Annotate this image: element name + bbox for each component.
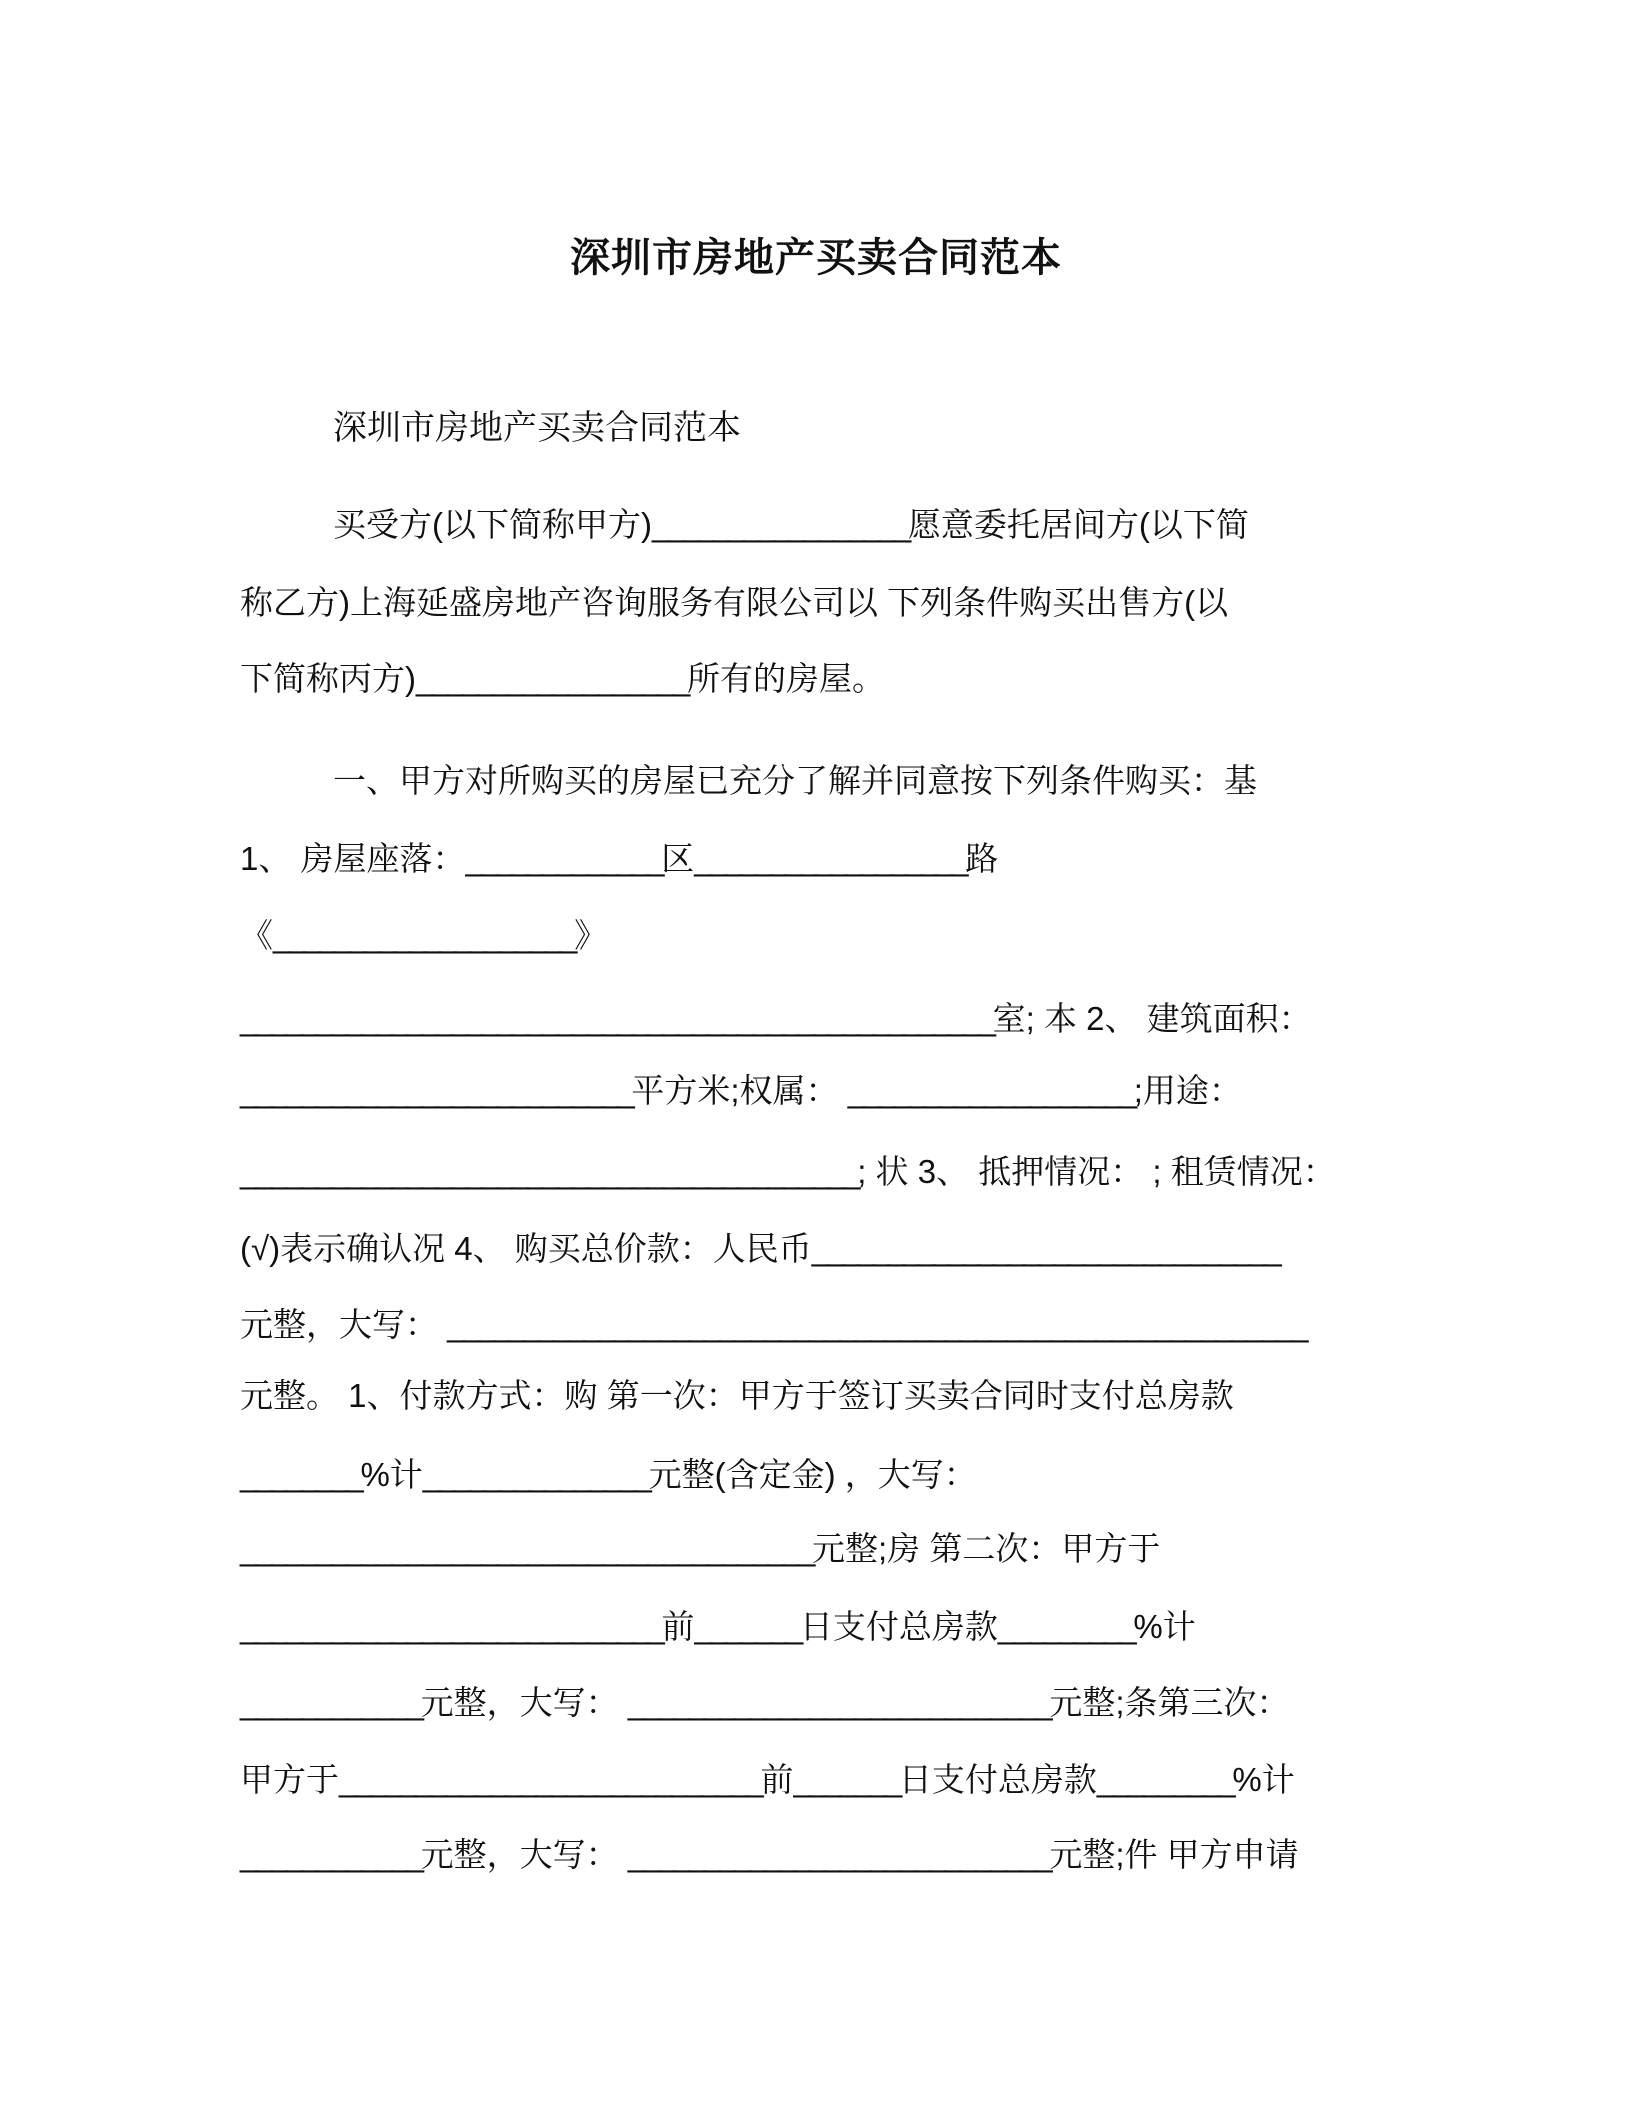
- paragraph-line: [240, 1760, 1295, 1800]
- text-segment: 元整，大写：: [420, 1684, 628, 1721]
- text-segment: 一、甲方对所购买的房屋已充分了解并同意按下列条件购买：基: [333, 762, 1257, 799]
- text-segment: 室; 本 2、 建筑面积：: [992, 1000, 1312, 1037]
- paragraph-line: [333, 505, 1249, 545]
- paragraph-line: [240, 839, 998, 879]
- text-segment: 《: [240, 917, 273, 954]
- fill-in-blank: __________________: [694, 840, 966, 877]
- text-segment: 1、 房屋座落：: [240, 840, 466, 877]
- text-segment: 》: [574, 917, 608, 954]
- paragraph-line: [240, 1305, 1305, 1345]
- text-segment: 元整;件 甲方申请: [1049, 1836, 1299, 1873]
- fill-in-blank: ____________________________: [240, 1608, 662, 1645]
- text-segment: 前: [661, 1608, 695, 1645]
- text-segment: 日支付总房款: [799, 1608, 998, 1645]
- fill-in-blank: _______: [694, 1608, 800, 1645]
- fill-in-blank: _____________: [465, 840, 662, 877]
- text-segment: 下简称丙方): [240, 660, 416, 697]
- paragraph-line: [240, 1152, 1336, 1192]
- text-segment: ; 状 3、 抵押情况： ; 租赁情况：: [857, 1153, 1336, 1190]
- text-segment: 日支付总房款: [898, 1761, 1097, 1798]
- text-segment: (√)表示确认况 4、 购买总价款：人民币: [240, 1230, 812, 1267]
- text-segment: 路: [965, 840, 999, 877]
- text-segment: 元整(含定金) ，大写：: [648, 1456, 977, 1493]
- fill-in-blank: __________________________________________________: [240, 1000, 993, 1037]
- fill-in-blank: _________________________________________________________: [447, 1306, 1306, 1343]
- text-segment: 甲方于: [240, 1761, 339, 1798]
- text-segment: 称乙方)上海延盛房地产咨询服务有限公司以 下列条件购买出售方(以: [240, 584, 1229, 621]
- paragraph-line: [240, 583, 1228, 623]
- fill-in-blank: ____________________________: [339, 1761, 761, 1798]
- paragraph-line: [240, 1229, 1278, 1269]
- document-title: 深圳市房地产买卖合同范本: [570, 236, 1062, 280]
- fill-in-blank: _________________________________________: [240, 1153, 858, 1190]
- fill-in-blank: ____________: [240, 1836, 421, 1873]
- text-segment: ;用途：: [1133, 1072, 1242, 1109]
- text-segment: 元整;条第三次：: [1049, 1684, 1290, 1721]
- text-segment: %计: [1232, 1761, 1295, 1798]
- text-segment: 元整。 1、付款方式：购 第一次：甲方于签订买卖合同时支付总房款: [240, 1377, 1234, 1414]
- text-segment: 愿意委托居间方(以下简: [907, 506, 1249, 543]
- text-segment: 所有的房屋。: [686, 660, 885, 697]
- text-segment: %计: [360, 1456, 423, 1493]
- text-segment: 买受方(以下简称甲方): [333, 506, 652, 543]
- document-subtitle: 深圳市房地产买卖合同范本: [333, 409, 741, 447]
- fill-in-blank: _______: [793, 1761, 899, 1798]
- fill-in-blank: _______________: [422, 1456, 649, 1493]
- paragraph-line: [240, 1376, 1234, 1416]
- paragraph-line: [240, 1529, 1160, 1569]
- paragraph-line: [333, 761, 1257, 801]
- fill-in-blank: _______________________________: [811, 1230, 1279, 1267]
- fill-in-blank: ____________________________: [627, 1684, 1050, 1721]
- fill-in-blank: __________________: [416, 660, 687, 697]
- paragraph-line: [240, 1835, 1299, 1875]
- fill-in-blank: ___________________: [847, 1072, 1134, 1109]
- fill-in-blank: _________: [1096, 1761, 1233, 1798]
- fill-in-blank: _________________: [651, 506, 908, 543]
- fill-in-blank: __________________________: [240, 1072, 632, 1109]
- text-segment: 元整;房 第二次：甲方于: [812, 1530, 1161, 1567]
- fill-in-blank: ____________: [240, 1684, 421, 1721]
- text-segment: 前: [760, 1761, 794, 1798]
- paragraph-line: [240, 1683, 1289, 1723]
- text-segment: 元整，大写：: [240, 1306, 448, 1343]
- text-segment: %计: [1133, 1608, 1196, 1645]
- text-segment: 元整，大写：: [420, 1836, 628, 1873]
- text-segment: 平方米;权属：: [631, 1072, 848, 1109]
- paragraph-line: [240, 1071, 1242, 1111]
- paragraph-line: [240, 999, 1312, 1039]
- fill-in-blank: ________: [240, 1456, 361, 1493]
- paragraph-line: [240, 659, 885, 699]
- paragraph-line: [240, 1607, 1196, 1647]
- paragraph-line: [240, 916, 607, 956]
- fill-in-blank: ______________________________________: [240, 1530, 813, 1567]
- paragraph-line: [240, 1455, 977, 1495]
- fill-in-blank: ____________________: [273, 917, 575, 954]
- fill-in-blank: _________: [997, 1608, 1134, 1645]
- fill-in-blank: ____________________________: [627, 1836, 1050, 1873]
- text-segment: 区: [661, 840, 695, 877]
